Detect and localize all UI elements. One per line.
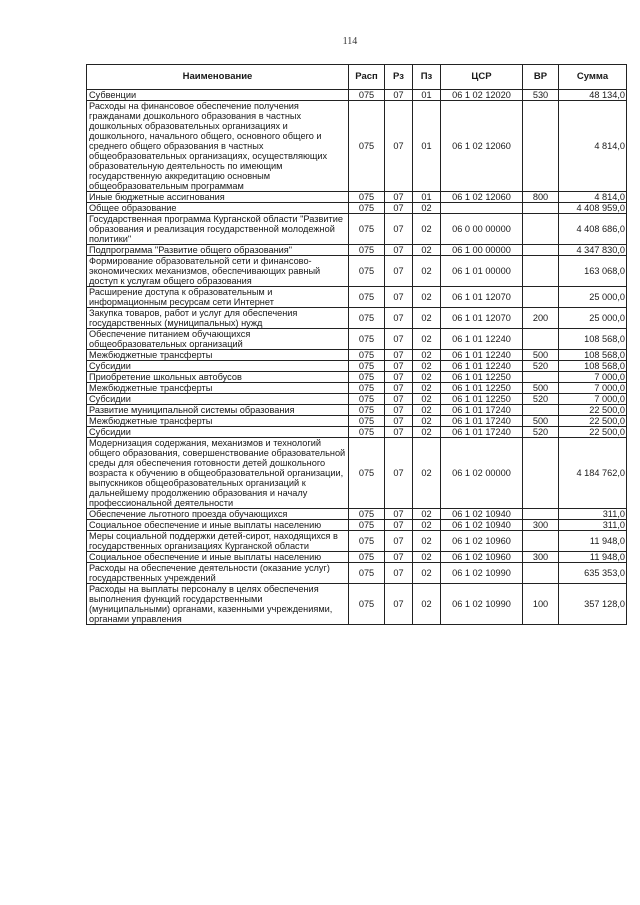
cell-pz: 01 [413,192,441,203]
cell-pz: 02 [413,214,441,245]
cell-sum: 108 568,0 [559,361,627,372]
cell-rz: 07 [385,245,413,256]
cell-vr [523,245,559,256]
cell-vr [523,531,559,552]
cell-rz: 07 [385,383,413,394]
cell-rz: 07 [385,203,413,214]
table-row [87,256,627,287]
cell-rz: 07 [385,552,413,563]
cell-rz: 07 [385,372,413,383]
cell-rz: 07 [385,427,413,438]
cell-csr: 06 1 01 12250 [441,372,523,383]
cell-pz: 02 [413,383,441,394]
cell-csr: 06 1 01 12250 [441,394,523,405]
cell-csr: 06 1 02 10960 [441,531,523,552]
cell-csr [441,203,523,214]
cell-rasp: 075 [349,350,385,361]
cell-sum: 22 500,0 [559,416,627,427]
cell-rasp: 075 [349,509,385,520]
cell-name: Субсидии [87,427,349,438]
cell-vr [523,405,559,416]
cell-vr: 520 [523,361,559,372]
cell-rasp: 075 [349,584,385,625]
cell-name: Подпрограмма "Развитие общего образования" [87,245,349,256]
cell-pz: 02 [413,584,441,625]
cell-pz: 02 [413,350,441,361]
cell-vr [523,214,559,245]
cell-csr: 06 1 01 17240 [441,427,523,438]
table-body [87,90,627,625]
cell-sum: 108 568,0 [559,329,627,350]
cell-vr [523,101,559,192]
cell-rasp: 075 [349,287,385,308]
cell-rasp: 075 [349,329,385,350]
cell-sum: 311,0 [559,520,627,531]
table-row [87,520,627,531]
cell-csr: 06 1 02 12020 [441,90,523,101]
cell-rz: 07 [385,394,413,405]
budget-table [86,64,627,625]
cell-sum: 311,0 [559,509,627,520]
cell-rasp: 075 [349,438,385,509]
cell-pz: 02 [413,405,441,416]
cell-pz: 02 [413,509,441,520]
cell-pz: 02 [413,372,441,383]
cell-rz: 07 [385,520,413,531]
cell-vr: 530 [523,90,559,101]
cell-rz: 07 [385,350,413,361]
cell-sum: 163 068,0 [559,256,627,287]
header-pz: Пз [413,65,441,90]
cell-rasp: 075 [349,520,385,531]
cell-rz: 07 [385,584,413,625]
cell-name: Обеспечение питанием обучающихся общеобразовательных организаций [87,329,349,350]
cell-name: Развитие муниципальной системы образования [87,405,349,416]
cell-pz: 02 [413,394,441,405]
cell-csr: 06 1 02 12060 [441,101,523,192]
cell-rz: 07 [385,405,413,416]
cell-csr: 06 1 02 10990 [441,563,523,584]
cell-rz: 07 [385,563,413,584]
cell-pz: 02 [413,427,441,438]
table-row [87,361,627,372]
cell-pz: 02 [413,256,441,287]
cell-vr: 300 [523,520,559,531]
table-row [87,101,627,192]
cell-csr: 06 1 00 00000 [441,245,523,256]
table-row [87,90,627,101]
table-row [87,287,627,308]
cell-vr: 500 [523,383,559,394]
cell-pz: 02 [413,287,441,308]
cell-csr: 06 1 01 12240 [441,350,523,361]
table-header-row [87,65,627,90]
cell-rz: 07 [385,90,413,101]
cell-rasp: 075 [349,245,385,256]
cell-sum: 25 000,0 [559,287,627,308]
cell-csr: 06 1 01 12240 [441,329,523,350]
cell-name: Расходы на финансовое обеспечение получения гражданами дошкольного образования в частных дошкольных образовательных организациях и дошкольного, начального общего, основного общего и среднего общего образования в частных общеобразовательных организациях, осуществляющих образовательную деятельность по имеющим государственную аккредитацию основным общеобразовательным программам [87,101,349,192]
cell-rasp: 075 [349,372,385,383]
table-row [87,427,627,438]
cell-csr: 06 1 01 00000 [441,256,523,287]
table-row [87,563,627,584]
cell-rasp: 075 [349,427,385,438]
cell-sum: 11 948,0 [559,552,627,563]
cell-sum: 48 134,0 [559,90,627,101]
cell-csr: 06 1 02 00000 [441,438,523,509]
cell-name: Субсидии [87,361,349,372]
cell-vr: 800 [523,192,559,203]
cell-rasp: 075 [349,531,385,552]
header-rz: Рз [385,65,413,90]
cell-pz: 02 [413,361,441,372]
header-name: Наименование [87,65,349,90]
table-row [87,192,627,203]
cell-name: Приобретение школьных автобусов [87,372,349,383]
cell-rasp: 075 [349,101,385,192]
table-row [87,308,627,329]
cell-name: Социальное обеспечение и иные выплаты населению [87,520,349,531]
cell-sum: 4 184 762,0 [559,438,627,509]
cell-rz: 07 [385,531,413,552]
cell-rz: 07 [385,287,413,308]
cell-rasp: 075 [349,416,385,427]
cell-rasp: 075 [349,308,385,329]
cell-vr [523,203,559,214]
table-row [87,245,627,256]
cell-sum: 25 000,0 [559,308,627,329]
cell-vr [523,509,559,520]
cell-sum: 635 353,0 [559,563,627,584]
cell-vr [523,438,559,509]
cell-sum: 11 948,0 [559,531,627,552]
cell-rz: 07 [385,214,413,245]
cell-vr: 100 [523,584,559,625]
cell-vr [523,329,559,350]
table-row [87,509,627,520]
cell-name: Межбюджетные трансферты [87,350,349,361]
cell-name: Модернизация содержания, механизмов и технологий общего образования, совершенствование образовательной среды для обеспечения готовности детей дошкольного возраста к обучению в общеобразовательной организации, выпускников общеобразовательных организаций к дальнейшему продолжению образования и началу профессиональной деятельности [87,438,349,509]
table-row [87,584,627,625]
cell-vr: 500 [523,416,559,427]
cell-vr: 520 [523,427,559,438]
table-row [87,394,627,405]
cell-csr: 06 1 02 10940 [441,520,523,531]
cell-rz: 07 [385,256,413,287]
cell-rasp: 075 [349,563,385,584]
cell-csr: 06 1 02 10960 [441,552,523,563]
table-row [87,214,627,245]
cell-name: Меры социальной поддержки детей-сирот, находящихся в государственных организациях Курганской области [87,531,349,552]
header-sum: Сумма [559,65,627,90]
table-row [87,531,627,552]
cell-vr: 520 [523,394,559,405]
cell-rasp: 075 [349,361,385,372]
cell-rz: 07 [385,329,413,350]
cell-vr [523,287,559,308]
cell-vr [523,563,559,584]
header-vr: ВР [523,65,559,90]
cell-rz: 07 [385,438,413,509]
cell-pz: 02 [413,416,441,427]
cell-pz: 02 [413,520,441,531]
cell-pz: 02 [413,552,441,563]
cell-csr: 06 1 02 10940 [441,509,523,520]
page-number: 114 [342,36,358,47]
cell-vr: 200 [523,308,559,329]
cell-sum: 357 128,0 [559,584,627,625]
cell-vr [523,256,559,287]
cell-sum: 22 500,0 [559,427,627,438]
cell-name: Социальное обеспечение и иные выплаты населению [87,552,349,563]
cell-rz: 07 [385,361,413,372]
cell-csr: 06 1 02 10990 [441,584,523,625]
cell-sum: 4 408 686,0 [559,214,627,245]
cell-rasp: 075 [349,383,385,394]
header-rasp: Расп [349,65,385,90]
cell-pz: 02 [413,308,441,329]
cell-vr: 500 [523,350,559,361]
cell-name: Формирование образовательной сети и финансово-экономических механизмов, обеспечивающих равный доступ к услугам общего образования [87,256,349,287]
table-row [87,329,627,350]
cell-rasp: 075 [349,552,385,563]
table-row [87,203,627,214]
cell-pz: 02 [413,203,441,214]
table-row [87,372,627,383]
cell-name: Расширение доступа к образовательным и информационным ресурсам сети Интернет [87,287,349,308]
cell-sum: 4 814,0 [559,192,627,203]
cell-sum: 7 000,0 [559,383,627,394]
cell-sum: 4 408 959,0 [559,203,627,214]
cell-rz: 07 [385,416,413,427]
cell-pz: 02 [413,329,441,350]
cell-name: Общее образование [87,203,349,214]
cell-sum: 22 500,0 [559,405,627,416]
cell-name: Иные бюджетные ассигнования [87,192,349,203]
cell-pz: 02 [413,563,441,584]
cell-vr: 300 [523,552,559,563]
cell-name: Расходы на выплаты персоналу в целях обеспечения выполнения функций государственными (муниципальными) органами, казенными учреждениями, органами управления [87,584,349,625]
cell-name: Закупка товаров, работ и услуг для обеспечения государственных (муниципальных) нужд [87,308,349,329]
cell-sum: 4 347 830,0 [559,245,627,256]
cell-rz: 07 [385,308,413,329]
table-row [87,350,627,361]
cell-csr: 06 1 01 17240 [441,405,523,416]
table-row [87,552,627,563]
cell-pz: 01 [413,101,441,192]
cell-csr: 06 1 01 12250 [441,383,523,394]
cell-csr: 06 1 01 12070 [441,308,523,329]
table-row [87,383,627,394]
cell-rasp: 075 [349,405,385,416]
table-row [87,405,627,416]
cell-name: Субвенции [87,90,349,101]
cell-rz: 07 [385,192,413,203]
cell-name: Субсидии [87,394,349,405]
cell-sum: 108 568,0 [559,350,627,361]
cell-rasp: 075 [349,256,385,287]
cell-pz: 02 [413,438,441,509]
cell-sum: 7 000,0 [559,394,627,405]
cell-csr: 06 1 01 12240 [441,361,523,372]
cell-pz: 01 [413,90,441,101]
cell-sum: 4 814,0 [559,101,627,192]
cell-rasp: 075 [349,214,385,245]
cell-rasp: 075 [349,203,385,214]
cell-rasp: 075 [349,192,385,203]
cell-name: Расходы на обеспечение деятельности (оказание услуг) государственных учреждений [87,563,349,584]
cell-rz: 07 [385,509,413,520]
cell-csr: 06 1 02 12060 [441,192,523,203]
cell-vr [523,372,559,383]
cell-csr: 06 1 01 17240 [441,416,523,427]
cell-name: Межбюджетные трансферты [87,383,349,394]
table-row [87,416,627,427]
cell-name: Государственная программа Курганской области "Развитие образования и реализация государственной молодежной политики" [87,214,349,245]
cell-name: Межбюджетные трансферты [87,416,349,427]
cell-pz: 02 [413,531,441,552]
cell-pz: 02 [413,245,441,256]
cell-csr: 06 1 01 12070 [441,287,523,308]
cell-csr: 06 0 00 00000 [441,214,523,245]
table-row [87,438,627,509]
cell-rz: 07 [385,101,413,192]
cell-rasp: 075 [349,394,385,405]
cell-sum: 7 000,0 [559,372,627,383]
cell-name: Обеспечение льготного проезда обучающихся [87,509,349,520]
cell-rasp: 075 [349,90,385,101]
header-csr: ЦСР [441,65,523,90]
